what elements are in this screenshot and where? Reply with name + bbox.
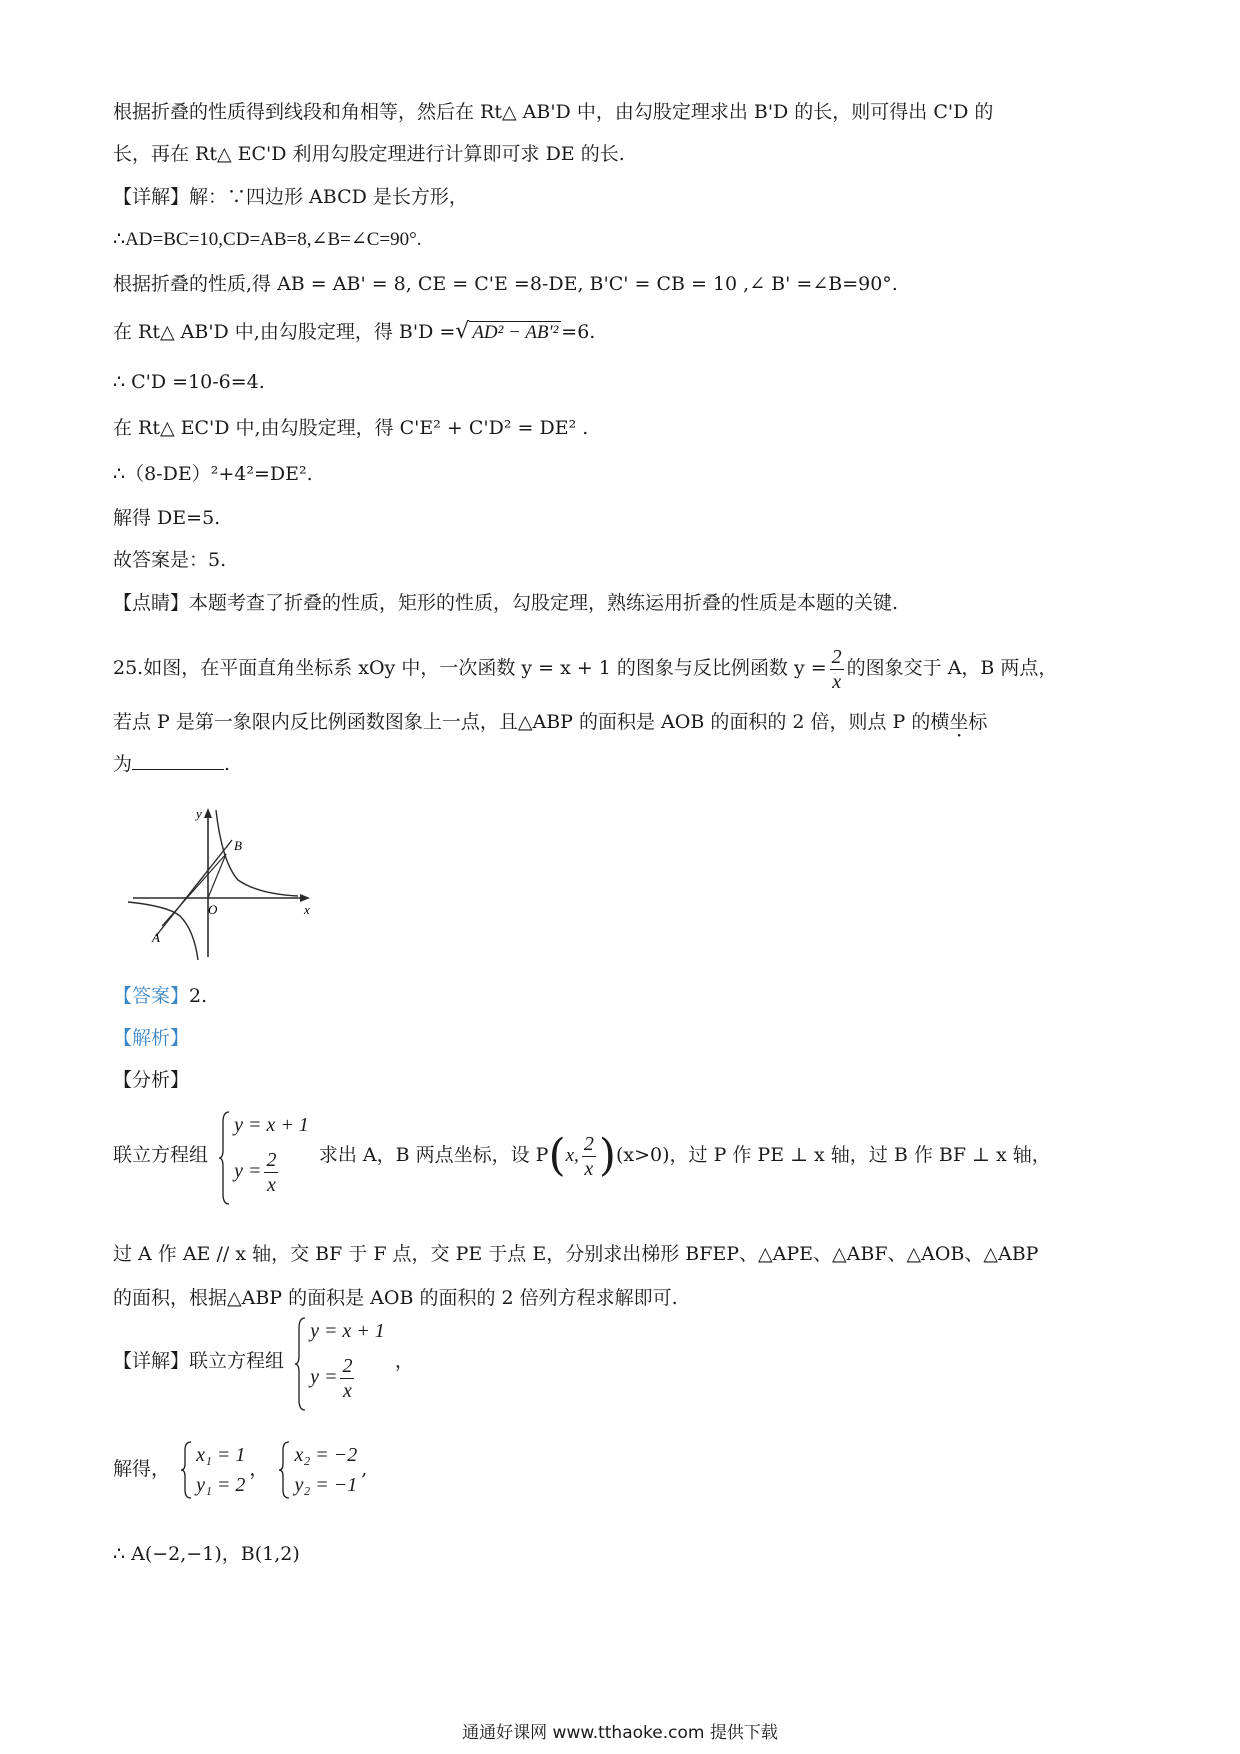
text-line: 解得 DE=5. xyxy=(113,507,221,529)
xiangjie-line xyxy=(113,1316,414,1408)
text-line: 长，再在 Rt△ EC'D 利用勾股定理进行计算即可求 DE 的长. xyxy=(113,143,625,165)
comment-line: 【点睛】本题考查了折叠的性质，矩形的性质，勾股定理，熟练运用折叠的性质是本题的关键. xyxy=(113,592,899,614)
sqrt-body: AD² − AB'² xyxy=(469,321,561,343)
q25-text-b: 的图象交于 A，B 两点， xyxy=(846,657,1058,679)
line-y-x-plus-1 xyxy=(156,840,232,936)
x-axis-arrow xyxy=(300,894,310,902)
coordinate-graph xyxy=(118,802,318,962)
fx-p-x: x, xyxy=(565,1145,579,1166)
rt1-post: =6. xyxy=(561,321,596,343)
p-fraction xyxy=(582,1132,596,1181)
sys-row2 xyxy=(310,1346,385,1408)
rt1-pre: 在 Rt△ AB'D 中,由勾股定理，得 B'D = xyxy=(113,321,456,343)
text-line: 故答案是：5. xyxy=(113,549,227,571)
comma: ， xyxy=(249,1458,269,1480)
xj-end: ， xyxy=(394,1350,414,1372)
coords-line: ∴ A(−2,−1)，B(1,2) xyxy=(113,1543,300,1565)
brace-icon xyxy=(180,1440,192,1500)
frac-num: 2 xyxy=(342,1354,353,1377)
equation-system-2 xyxy=(294,1316,385,1408)
analysis-tag: 【解析】 xyxy=(113,1027,190,1049)
hyperbola-q1 xyxy=(216,810,298,896)
frac-num: 2 xyxy=(831,645,842,668)
detail-text: 解：∵四边形 ABCD 是长方形， xyxy=(189,186,468,208)
detail-tag: 【详解】 xyxy=(113,186,190,208)
fenxi-line3: 的面积，根据△ABP 的面积是 AOB 的面积的 2 倍列方程求解即可. xyxy=(113,1287,678,1309)
point-a-label: A xyxy=(152,930,160,945)
sys-fraction xyxy=(340,1354,354,1403)
comma: , xyxy=(361,1458,368,1480)
equation-system xyxy=(218,1110,309,1202)
fenxi-line1 xyxy=(113,1110,1051,1202)
q25-line3-end: . xyxy=(224,753,231,775)
sys-fraction xyxy=(264,1148,278,1197)
sys-row2-lhs: y = xyxy=(234,1160,262,1182)
q25-line3-text: 为 xyxy=(113,753,133,775)
hyperbola-q3 xyxy=(128,902,198,960)
sys-row1: y = x + 1 xyxy=(310,1320,385,1342)
frac-den: x xyxy=(584,1157,594,1180)
fold-line: 根据折叠的性质,得 AB = AB' = 8, CE = C'E =8-DE, B'C' = CB = 10 ,∠ B' =∠B=90°. xyxy=(113,273,898,295)
jd-pre: 解得， xyxy=(113,1458,171,1480)
text-line: ∴AD=BC=10,CD=AB=8,∠B=∠C=90°. xyxy=(113,229,422,250)
answer-value: 2. xyxy=(189,985,208,1007)
q25-line2 xyxy=(113,708,987,736)
q25-text-a: 25.如图，在平面直角坐标系 xOy 中，一次函数 y = x + 1 的图象与反比例函数 y = xyxy=(113,657,827,679)
sol2-row1: x₂ = −2 xyxy=(294,1444,358,1466)
sys-row2-lhs: y = xyxy=(310,1366,338,1388)
solution-2 xyxy=(278,1440,357,1500)
text-line: ∴（8-DE）²+4²=DE². xyxy=(113,463,313,485)
frac-den: x xyxy=(832,670,842,693)
fenxi-line2: 过 A 作 AE // x 轴，交 BF 于 F 点，交 PE 于点 E，分别求出梯形 BFEP、△APE、△ABF、△AOB、△ABP xyxy=(113,1243,1039,1265)
sol2-row2: y₂ = −1 xyxy=(294,1474,358,1496)
rt1-line xyxy=(113,318,595,347)
segment-ob xyxy=(208,854,226,898)
answer-tag: 【答案】 xyxy=(113,985,190,1007)
frac-num: 2 xyxy=(583,1132,594,1155)
fx-pre: 联立方程组 xyxy=(113,1144,209,1166)
x-label: x xyxy=(304,902,310,917)
sol1-row1: x₁ = 1 xyxy=(196,1444,246,1466)
answer-line xyxy=(113,982,207,1010)
paren-right: ) xyxy=(598,1130,616,1181)
solution-line xyxy=(113,1440,367,1500)
q25-line1 xyxy=(113,640,1057,696)
brace-icon xyxy=(294,1316,306,1412)
q25-fraction xyxy=(830,645,844,694)
answer-blank xyxy=(132,751,224,770)
q25-emphasis: 横坐标 xyxy=(930,711,988,733)
solution-1 xyxy=(180,1440,245,1500)
xj-pre: 【详解】联立方程组 xyxy=(113,1350,285,1372)
origin-label: O xyxy=(208,902,218,917)
q25-line3 xyxy=(113,750,230,778)
page-footer: 通通好课网 www.tthaoke.com 提供下载 xyxy=(462,1723,778,1743)
fenxi-tag: 【分析】 xyxy=(113,1069,190,1091)
sqrt-sign: √ xyxy=(455,319,470,344)
frac-den: x xyxy=(266,1173,276,1196)
brace-icon xyxy=(278,1440,290,1500)
sys-row1: y = x + 1 xyxy=(234,1114,309,1136)
frac-num: 2 xyxy=(266,1148,277,1171)
point-b-label: B xyxy=(234,838,242,853)
brace-icon xyxy=(218,1110,230,1206)
text-line: 根据折叠的性质得到线段和角相等，然后在 Rt△ AB'D 中，由勾股定理求出 B'D 的长，则可得出 C'D 的 xyxy=(113,101,994,123)
rt2-line: 在 Rt△ EC'D 中,由勾股定理，得 C'E² + C'D² = DE² . xyxy=(113,417,589,439)
text-line: ∴ C'D =10-6=4. xyxy=(113,371,265,393)
sol1-row2: y₁ = 2 xyxy=(196,1474,246,1496)
detail-line xyxy=(113,183,468,211)
y-axis-arrow xyxy=(204,808,212,818)
sys-row2 xyxy=(234,1140,309,1202)
frac-den: x xyxy=(342,1379,352,1402)
fx-cond: (x>0)，过 P 作 PE ⊥ x 轴，过 B 作 BF ⊥ x 轴， xyxy=(615,1144,1051,1166)
fx-mid: 求出 A，B 两点坐标，设 P xyxy=(318,1144,549,1166)
paren-left: ( xyxy=(548,1130,566,1181)
y-label: y xyxy=(196,806,202,821)
q25-line2-text: 若点 P 是第一象限内反比例函数图象上一点，且△ABP 的面积是 AOB 的面积的 2 倍，则点 P 的 xyxy=(113,711,931,733)
